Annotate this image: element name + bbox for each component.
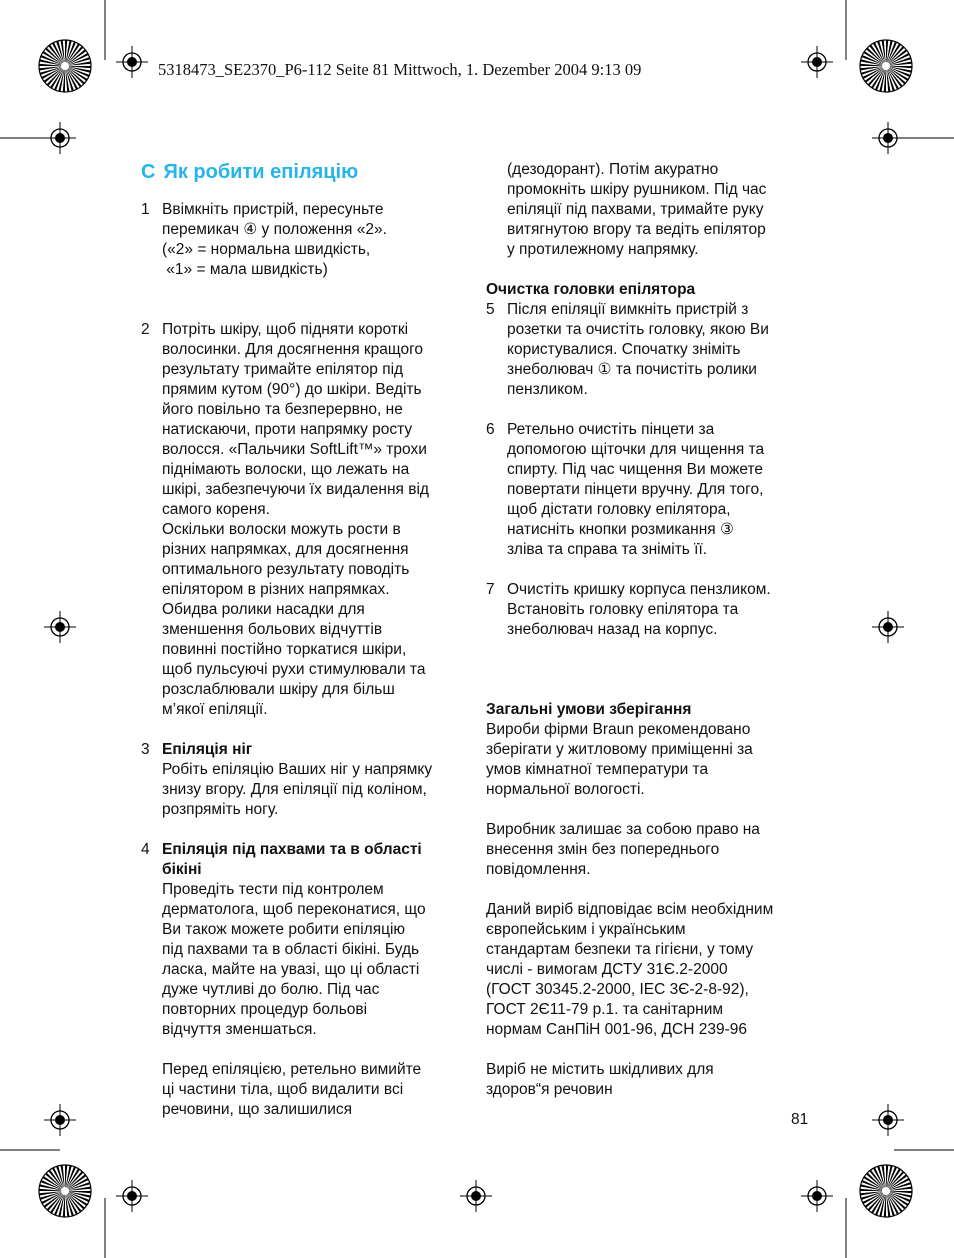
cleaning-heading: Очистка головки епілятора bbox=[486, 281, 696, 298]
step-line: щоб пульсуючі рухи стимулювали та bbox=[162, 661, 426, 678]
storage-heading: Загальні умови зберігання bbox=[486, 701, 692, 718]
registration-crosshair-icon bbox=[872, 122, 904, 154]
step-1 bbox=[141, 200, 466, 280]
step-line: Ви також можете робити епіляцію bbox=[162, 921, 406, 938]
step-4 bbox=[141, 840, 466, 1120]
step-line: Ввімкніть пристрій, пересуньте bbox=[162, 201, 384, 218]
text-line: стандартам безпеки та гігієни, у тому bbox=[486, 941, 754, 958]
step-line: перемикач ④ у положення «2». bbox=[162, 221, 387, 238]
step-line: натисніть кнопки розмикання ③ bbox=[507, 521, 734, 538]
text-line: Вироби фірми Braun рекомендовано bbox=[486, 721, 751, 738]
step-6 bbox=[486, 420, 816, 560]
step-line: дерматолога, щоб переконатися, що bbox=[162, 901, 426, 918]
step-number: 2 bbox=[141, 321, 150, 338]
step-line: результату тримайте епілятор під bbox=[162, 361, 404, 378]
text-line: (ГОСТ 30345.2-2000, IEC 3Є-2-8-92), bbox=[486, 981, 749, 998]
step-line: дуже чутливі до болю. Під час bbox=[162, 981, 380, 998]
step-line: різних напрямках, для досягнення bbox=[162, 541, 409, 558]
left-column bbox=[141, 200, 466, 1120]
starburst-target-icon bbox=[860, 40, 912, 92]
step-number: 6 bbox=[486, 421, 495, 438]
registration-crosshair-icon bbox=[44, 611, 76, 643]
registration-crosshair-icon bbox=[44, 122, 76, 154]
registration-crosshair-icon bbox=[116, 46, 148, 78]
step-number: 5 bbox=[486, 301, 495, 318]
step-line: прямим кутом (90°) до шкіри. Ведіть bbox=[162, 381, 422, 398]
step-line: спирту. Під час чищення Ви можете bbox=[507, 461, 764, 478]
text-line: нормальної вологості. bbox=[486, 781, 645, 798]
text-line: Виробник залишає за собою право на bbox=[486, 821, 760, 838]
text-line: числі - вимогам ДСТУ 31Є.2-2000 bbox=[486, 961, 728, 978]
text-line: європейським і українським bbox=[486, 921, 686, 938]
step-line: знеболювач назад на корпус. bbox=[507, 621, 718, 638]
step-line: Оскільки волоски можуть рости в bbox=[162, 521, 401, 538]
step-line: Встановіть головку епілятора та bbox=[507, 601, 739, 618]
registration-crosshair-icon bbox=[44, 1104, 76, 1136]
step-heading: бікіні bbox=[162, 861, 202, 878]
registration-crosshair-icon bbox=[801, 46, 833, 78]
step-line: ці частини тіла, щоб видалити всі bbox=[162, 1081, 404, 1098]
step-line: Робіть епіляцію Ваших ніг у напрямку bbox=[162, 761, 433, 778]
registration-crosshair-icon bbox=[116, 1180, 148, 1212]
text-line: внесення змін без попереднього bbox=[486, 841, 720, 858]
step-line: знизу вгору. Для епіляції під коліном, bbox=[162, 781, 427, 798]
step-line: ласка, майте на увазі, що ці області bbox=[162, 961, 420, 978]
step-line: «1» = мала швидкість) bbox=[162, 261, 328, 278]
registration-crosshair-icon bbox=[872, 1104, 904, 1136]
step-line: пензликом. bbox=[507, 381, 588, 398]
registration-crosshair-icon bbox=[872, 611, 904, 643]
step-number: 3 bbox=[141, 741, 150, 758]
step-2 bbox=[141, 320, 466, 720]
text-line: витягнутою вгору та ведіть епілятор bbox=[507, 221, 766, 238]
step-line: повертати пінцети вручну. Для того, bbox=[507, 481, 764, 498]
step-line: Після епіляції вимкніть пристрій з bbox=[507, 301, 749, 318]
step-number: 4 bbox=[141, 841, 150, 858]
section-letter: C bbox=[141, 161, 156, 183]
step-number: 1 bbox=[141, 201, 150, 218]
step-line: допомогою щіточки для чищення та bbox=[507, 441, 765, 458]
step-line: речовини, що залишилися bbox=[162, 1101, 353, 1118]
starburst-target-icon bbox=[39, 1165, 91, 1217]
text-line: ГОСТ 2Є11-79 р.1. та санітарним bbox=[486, 1001, 724, 1018]
text-line: зберігати у житловому приміщенні за bbox=[486, 741, 753, 758]
text-line: Даний виріб відповідає всім необхідним bbox=[486, 901, 774, 918]
step-line: розпряміть ногу. bbox=[162, 801, 279, 818]
starburst-target-icon bbox=[39, 40, 91, 92]
step-line: користувалися. Спочатку зніміть bbox=[507, 341, 741, 358]
page-number: 81 bbox=[791, 1111, 809, 1128]
print-header-line: 5318473_SE2370_P6-112 Seite 81 Mittwoch, 1. Dezember 2004 9:13 09 bbox=[158, 60, 642, 79]
step-7 bbox=[486, 580, 816, 640]
text-line: промокніть шкіру рушником. Під час bbox=[507, 181, 767, 198]
step-line: волосинки. Для досягнення кращого bbox=[162, 341, 424, 358]
step-line: Очистіть кришку корпуса пензликом. bbox=[507, 581, 771, 598]
step-line: під пахвами та в області бікіні. Будь bbox=[162, 941, 420, 958]
step-line: волосся. «Пальчики SoftLift™» трохи bbox=[162, 441, 427, 458]
step-5 bbox=[486, 300, 816, 400]
step-line: м’якої епіляції. bbox=[162, 701, 268, 718]
step-number: 7 bbox=[486, 581, 495, 598]
step-line: Потріть шкіру, щоб підняти короткі bbox=[162, 321, 409, 338]
step-line: епілятором в різних напрямках. bbox=[162, 581, 390, 598]
step-line: піднімають волоски, що лежать на bbox=[162, 461, 410, 478]
registration-crosshair-icon bbox=[460, 1180, 492, 1212]
step-3 bbox=[141, 740, 466, 820]
text-line: повідомлення. bbox=[486, 861, 591, 878]
text-line: нормам СанПіН 001-96, ДСН 239-96 bbox=[486, 1021, 748, 1038]
registration-crosshair-icon bbox=[801, 1180, 833, 1212]
step-line: Ретельно очистіть пінцети за bbox=[507, 421, 715, 438]
step-line: шкірі, забезпечуючи їх видалення від bbox=[162, 481, 429, 498]
text-line: здоров“я речовин bbox=[486, 1081, 613, 1098]
text-line: Виріб не містить шкідливих для bbox=[486, 1061, 714, 1078]
step-line: натискаючи, проти напрямку росту bbox=[162, 421, 413, 438]
starburst-target-icon bbox=[860, 1165, 912, 1217]
step-line: розетки та очистіть головку, якою Ви bbox=[507, 321, 769, 338]
step-heading: Епіляція під пахвами та в області bbox=[162, 841, 422, 858]
text-line: умов кімнатної температури та bbox=[486, 761, 709, 778]
section-title bbox=[141, 161, 358, 184]
step-line: («2» = нормальна швидкість, bbox=[162, 241, 371, 258]
step-line: Проведіть тести під контролем bbox=[162, 881, 384, 898]
step-line: оптимального результату поводіть bbox=[162, 561, 410, 578]
step-line: знеболювач ① та почистіть ролики bbox=[507, 361, 757, 378]
section-title-text: Як робити епіляцію bbox=[163, 161, 359, 183]
text-line: (дезодорант). Потім акуратно bbox=[507, 161, 719, 178]
step-line: зліва та справа та зніміть її. bbox=[507, 541, 708, 558]
step-line: відчуття зменшаться. bbox=[162, 1021, 317, 1038]
step-line: розслаблювали шкіру для більш bbox=[162, 681, 395, 698]
step-line: Перед епіляцією, ретельно вимийте bbox=[162, 1061, 422, 1078]
step-line: зменшення больових відчуттів bbox=[162, 621, 383, 638]
text-line: епіляції під пахвами, тримайте руку bbox=[507, 201, 764, 218]
step-4-continuation bbox=[486, 160, 816, 260]
step-line: його повільно та безперервно, не bbox=[162, 401, 403, 418]
step-line: щоб дістати головку епілятора, bbox=[507, 501, 731, 518]
step-line: повторних процедур больові bbox=[162, 1001, 368, 1018]
step-heading: Епіляція ніг bbox=[162, 741, 253, 758]
step-line: повинні постійно торкатися шкіри, bbox=[162, 641, 407, 658]
right-column bbox=[486, 160, 816, 1100]
step-line: самого кореня. bbox=[162, 501, 270, 518]
text-line: у протилежному напрямку. bbox=[507, 241, 699, 258]
step-line: Обидва ролики насадки для bbox=[162, 601, 365, 618]
